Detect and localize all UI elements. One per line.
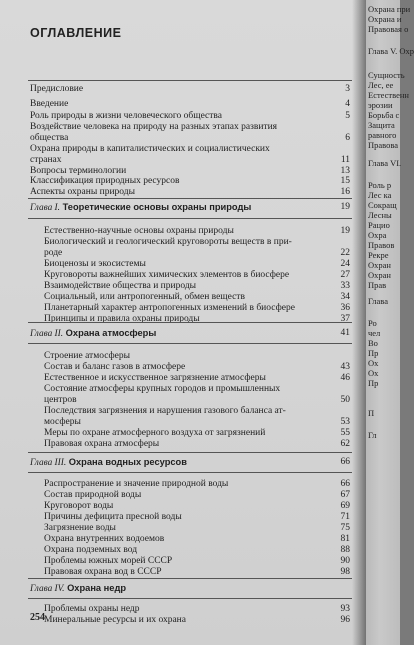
toc-page-number: 15 (340, 176, 350, 186)
facing-page-line: Защита (368, 120, 395, 130)
toc-entry-title: Меры по охране атмосферного воздуха от загрязнений (44, 428, 266, 438)
toc-page-number: 3 (345, 84, 350, 94)
facing-page-line: Ох (368, 368, 379, 378)
page-title: ОГЛАВЛЕНИЕ (30, 26, 122, 40)
toc-entry-title: Состав и баланс газов в атмосфере (44, 362, 186, 372)
facing-page-line: Ох (368, 358, 379, 368)
toc-page-number: 96 (340, 615, 350, 625)
divider-rule (28, 472, 352, 473)
toc-entry-title: Охрана природы в капиталистических и социалистических (30, 144, 270, 154)
toc-page-number: 98 (340, 567, 350, 577)
toc-page-number: 93 (340, 604, 350, 614)
toc-page-number: 16 (340, 187, 350, 197)
toc-page-number: 53 (340, 417, 350, 427)
toc-page-number: 27 (340, 270, 350, 280)
facing-page-line: Пр (368, 378, 379, 388)
toc-page-number: 6 (345, 133, 350, 143)
toc-entry-title: Правовая охрана вод в СССР (44, 567, 162, 577)
divider-rule (28, 198, 352, 199)
toc-entry-title: центров (44, 395, 77, 405)
facing-page-line: Охран (368, 260, 391, 270)
toc-entry-title (30, 583, 330, 595)
toc-entry-title (30, 328, 330, 340)
toc-page-number: 19 (340, 226, 350, 236)
facing-page-line: Глава V. Охр (368, 46, 414, 56)
toc-chapter-entry (0, 457, 366, 469)
facing-page-line: П (368, 408, 375, 418)
chapter-title: Теоретические основы охраны природы (62, 202, 252, 212)
toc-entry-title: Последствия загрязнения и нарушения газового баланса ат- (44, 406, 286, 416)
toc-page-number: 88 (340, 545, 350, 555)
facing-page-line: Лесны (368, 210, 392, 220)
toc-page-number: 37 (340, 314, 350, 324)
toc-page-number: 62 (340, 439, 350, 449)
toc-chapter-entry (0, 583, 366, 595)
facing-page-line: Прав (368, 280, 387, 290)
toc-entry-title: общества (30, 133, 69, 143)
toc-page-number: 5 (345, 111, 350, 121)
toc-entry-title: Охрана подземных вод (44, 545, 138, 555)
toc-entry-title: Биоценозы и экосистемы (44, 259, 146, 269)
facing-page-line: эрозии (368, 100, 393, 110)
chapter-title: Охрана атмосферы (65, 328, 157, 338)
toc-entry-title: Охрана внутренних водоемов (44, 534, 165, 544)
toc-entry-title: Аспекты охраны природы (30, 187, 135, 197)
toc-page-number: 41 (340, 328, 350, 338)
toc-entry-title: странах (30, 155, 62, 165)
facing-page-line: Пр (368, 348, 379, 358)
toc-page-number: 11 (340, 155, 350, 165)
facing-page-line: Рекре (368, 250, 389, 260)
toc-page-number: 90 (340, 556, 350, 566)
divider-rule (28, 343, 352, 344)
divider-rule (28, 218, 352, 219)
toc-entry (0, 314, 366, 326)
chapter-label: Глава IV. (30, 584, 65, 594)
toc-entry-title: Проблемы южных морей СССР (44, 556, 173, 566)
toc-page-number: 22 (340, 248, 350, 258)
toc-page-number: 33 (340, 281, 350, 291)
toc-page-number: 66 (340, 457, 350, 467)
toc-entry-title: Правовая охрана атмосферы (44, 439, 160, 449)
facing-page-line: Лес ка (368, 190, 392, 200)
facing-page-line: Лес, ее (368, 80, 394, 90)
toc-chapter-entry (0, 328, 366, 340)
facing-page-line: Охран (368, 270, 391, 280)
facing-page-line: Во (368, 338, 378, 348)
toc-entry-title: Минеральные ресурсы и их охрана (44, 615, 186, 625)
divider-rule (28, 598, 352, 599)
facing-page-line: Охрана и (368, 14, 402, 24)
facing-page-line: Естественн (368, 90, 409, 100)
toc-entry (0, 439, 366, 451)
chapter-label: Глава III. (30, 458, 67, 468)
facing-page-line: Глава (368, 296, 388, 306)
toc-entry (0, 84, 366, 96)
facing-page (366, 0, 414, 645)
toc-entry-title: Принципы и правила охраны природы (44, 314, 200, 324)
facing-page-line: Охрана при (368, 4, 411, 14)
toc-entry-title: Естественно-научные основы охраны природы (44, 226, 234, 236)
toc-entry-title: Распространение и значение природной воды (44, 479, 229, 489)
facing-page-line: Глава VI. (368, 158, 402, 168)
facing-page-line: Правов (368, 240, 395, 250)
toc-page-number: 50 (340, 395, 350, 405)
toc-page-number: 66 (340, 479, 350, 489)
toc-entry-title: Проблемы охраны недр (44, 604, 140, 614)
toc-entry-title: Строение атмосферы (44, 351, 131, 361)
toc-entry-title: Причины дефицита пресной воды (44, 512, 182, 522)
facing-page-line: Охра (368, 230, 387, 240)
facing-page-line: Правова (368, 140, 399, 150)
toc-entry-title: Состав природной воды (44, 490, 142, 500)
facing-page-line: Сокращ (368, 200, 397, 210)
chapter-title: Охрана водных ресурсов (68, 457, 187, 467)
facing-page-line: Правовая о (368, 24, 409, 34)
toc-entry-title: Вопросы терминологии (30, 166, 127, 176)
toc-page-number: 19 (340, 202, 350, 212)
toc-page-number: 13 (340, 166, 350, 176)
toc-entry-title (30, 457, 330, 469)
toc-page-number: 24 (340, 259, 350, 269)
toc-page-number: 55 (340, 428, 350, 438)
facing-page-line: Ро (368, 318, 377, 328)
toc-page-number: 4 (345, 99, 350, 109)
toc-entry-title: Круговороты важнейших химических элементов в биосфере (44, 270, 290, 280)
toc-entry-title: Социальный, или антропогенный, обмен веществ (44, 292, 245, 302)
binding-shadow (352, 0, 366, 645)
toc-entry-title: роде (44, 248, 63, 258)
facing-page-line: Рацио (368, 220, 390, 230)
toc-page-number: 81 (340, 534, 350, 544)
toc-page-number: 43 (340, 362, 350, 372)
toc-entry-title: Загрязнение воды (44, 523, 116, 533)
chapter-title: Охрана недр (67, 583, 127, 593)
toc-entry-title: Роль природы в жизни человеческого общества (30, 111, 222, 121)
toc-entry-title: Естественное и искусственное загрязнение атмосферы (44, 373, 266, 383)
toc-entry-title: мосферы (44, 417, 81, 427)
toc-page-number: 34 (340, 292, 350, 302)
toc-entry-title (30, 202, 330, 214)
divider-rule (28, 578, 352, 579)
toc-page-number: 75 (340, 523, 350, 533)
toc-entry-title: Введение (30, 99, 69, 109)
divider-rule (28, 80, 352, 81)
toc-entry-title: Круговорот воды (44, 501, 114, 511)
chapter-label: Глава II. (30, 329, 64, 339)
toc-entry-title: Воздействие человека на природу на разных этапах развития (30, 122, 278, 132)
toc-page-number: 46 (340, 373, 350, 383)
facing-page-line: Борьба с (368, 110, 400, 120)
divider-rule (28, 452, 352, 453)
toc-entry-title: Взаимодействие общества и природы (44, 281, 197, 291)
toc-entry-title: Планетарный характер антропогенных изменений в биосфере (44, 303, 295, 313)
page-number: 254 (30, 612, 45, 623)
toc-entry-title: Классификация природных ресурсов (30, 176, 180, 186)
toc-page-number: 71 (340, 512, 350, 522)
toc-entry-title: Предисловие (30, 84, 84, 94)
toc-entry (0, 99, 366, 111)
toc-page-number: 67 (340, 490, 350, 500)
facing-page-line: Роль р (368, 180, 392, 190)
facing-page-line: Гл (368, 430, 377, 440)
toc-page-number: 69 (340, 501, 350, 511)
facing-page-line: равного (368, 130, 397, 140)
facing-page-line: чел (368, 328, 381, 338)
facing-page-line: Сущность (368, 70, 405, 80)
toc-chapter-entry (0, 202, 366, 214)
toc-entry-title: Состояние атмосферы крупных городов и промышленных (44, 384, 281, 394)
toc-entry-title: Биологический и геологический круговороты веществ в при- (44, 237, 292, 247)
divider-rule (28, 322, 352, 323)
chapter-label: Глава I. (30, 203, 60, 213)
toc-page-number: 36 (340, 303, 350, 313)
toc-entry (0, 615, 366, 627)
